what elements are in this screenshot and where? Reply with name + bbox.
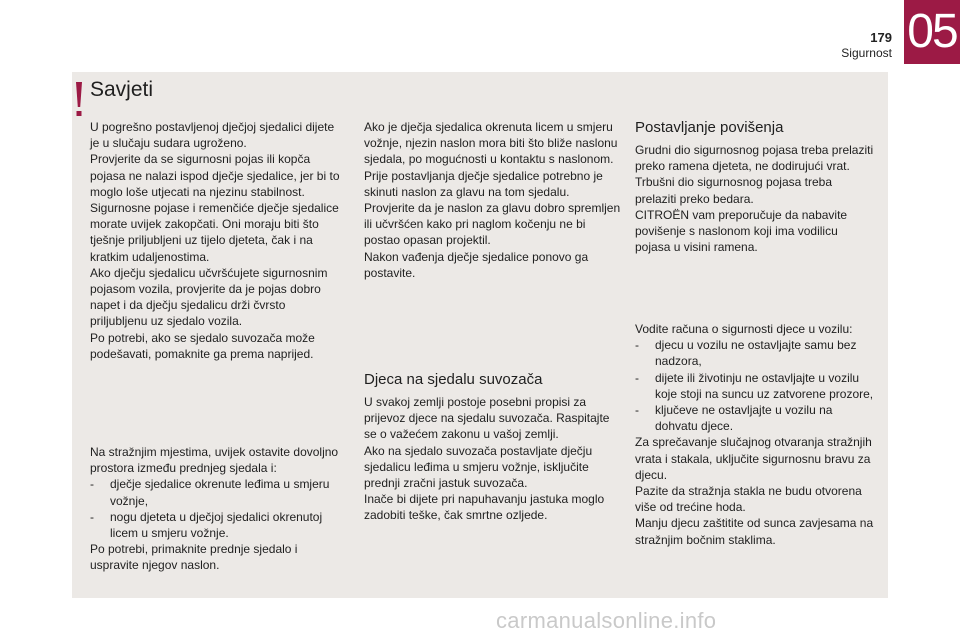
paragraph: Po potrebi, ako se sjedalo suvozača može podešavati, pomaknite ga prema naprijed. xyxy=(90,330,315,361)
column-3-top xyxy=(635,118,875,255)
advice-panel xyxy=(72,72,888,598)
paragraph: Ako na sjedalo suvozača postavljate dječju sjedalicu leđima u smjeru vožnje, isključite prednji zračni jastuk suvozača. xyxy=(364,443,593,491)
paragraph: Pazite da stražnja stakla ne budu otvorena više od trećine hoda. xyxy=(635,484,862,515)
paragraph: Nakon vađenja dječje sjedalice ponovo ga postavite. xyxy=(364,249,589,280)
paragraph: Za sprečavanje slučajnog otvaranja stražnjih vrata i stakala, uključite sigurnosnu bravu za djecu. xyxy=(635,435,872,482)
paragraph: Grudni dio sigurnosnog pojasa treba prelaziti preko ramena djeteta, ne dodirujući vrat. xyxy=(635,143,874,174)
section-heading: Postavljanje povišenja xyxy=(635,119,784,136)
list-item: - ključeve ne ostavljajte u vozilu na dohvatu djece. xyxy=(635,403,833,434)
paragraph: Sigurnosne pojase i remenčiće dječje sjedalice morate uvijek zakopčati. Oni moraju biti što tješnje priljubljeni uz tijelo djeteta, čak i na kratkim udaljenostima. xyxy=(90,201,339,264)
paragraph: Ako je dječja sjedalica okrenuta licem u smjeru vožnje, njezin naslon mora biti što bliže naslonu sjedala, po mogućnosti u kontaktu s naslonom. xyxy=(364,120,618,167)
column-1-bottom xyxy=(90,444,345,574)
paragraph: Ako dječju sjedalicu učvršćujete sigurnosnim pojasom vozila, provjerite da je pojas dobro napet i da dječju sjedalicu drži čvrsto priljubljenu uz sjedalo vozila. xyxy=(90,265,328,329)
paragraph: Trbušni dio sigurnosnog pojasa treba prelaziti preko bedara. xyxy=(635,175,833,206)
paragraph: CITROËN vam preporučuje da nabavite povišenje s naslonom koji ima vodilicu pojasa u visini ramena. xyxy=(635,207,848,255)
warning-icon xyxy=(72,80,86,120)
paragraph: U svakoj zemlji postoje posebni propisi za prijevoz djece na sjedalu suvozača. Raspitajte se o važećem zakonu u vašoj zemlji. xyxy=(364,395,610,442)
paragraph: Vodite računa o sigurnosti djece u vozilu: xyxy=(635,322,853,336)
paragraph: Po potrebi, primaknite prednje sjedalo i uspravite njegov naslon. xyxy=(90,542,298,573)
list-item: - dječje sjedalice okrenute leđima u smjeru vožnje, xyxy=(90,477,330,508)
column-2-top xyxy=(364,119,624,281)
column-1-top xyxy=(90,119,345,362)
list-item: - nogu djeteta u dječjoj sjedalici okrenutoj licem u smjeru vožnje. xyxy=(90,509,323,541)
paragraph: Prije postavljanja dječje sjedalice potrebno je skinuti naslon za glavu na tom sjedalu. xyxy=(364,168,603,199)
list-item: - djecu u vozilu ne ostavljajte samu bez nadzora, xyxy=(635,338,857,369)
section-heading: Djeca na sjedalu suvozača xyxy=(364,371,543,388)
watermark: carmanualsonline.info xyxy=(496,608,717,633)
list-item: - dijete ili životinju ne ostavljajte u vozilu koje stoji na suncu uz zatvorene prozore, xyxy=(635,370,874,401)
column-2-bottom xyxy=(364,370,624,524)
page-number: 179 xyxy=(870,30,892,45)
paragraph: Inače bi dijete pri napuhavanju jastuka moglo zadobiti teške, čak smrtne ozljede. xyxy=(364,492,605,523)
paragraph: Provjerite da je naslon za glavu dobro spremljen ili učvršćen kako pri naglom kočenju ne bi postao opasan projektil. xyxy=(364,201,621,248)
paragraph: Manju djecu zaštitite od sunca zavjesama na stražnjim bočnim staklima. xyxy=(635,516,874,547)
paragraph: Provjerite da se sigurnosni pojas ili kopča pojasa ne nalazi ispod dječje sjedalice, jer bi to moglo loše utjecati na njezinu stabilnost. xyxy=(90,152,340,199)
paragraph: U pogrešno postavljenoj dječjoj sjedalici dijete je u slučaju sudara ugroženo. xyxy=(90,120,335,151)
chapter-tab: 05 xyxy=(904,0,960,64)
panel-title: Savjeti xyxy=(90,78,154,101)
section-name: Sigurnost xyxy=(841,46,892,60)
column-3-bottom xyxy=(635,321,875,548)
paragraph: Na stražnjim mjestima, uvijek ostavite dovoljno prostora između prednjeg sjedala i: xyxy=(90,445,339,476)
